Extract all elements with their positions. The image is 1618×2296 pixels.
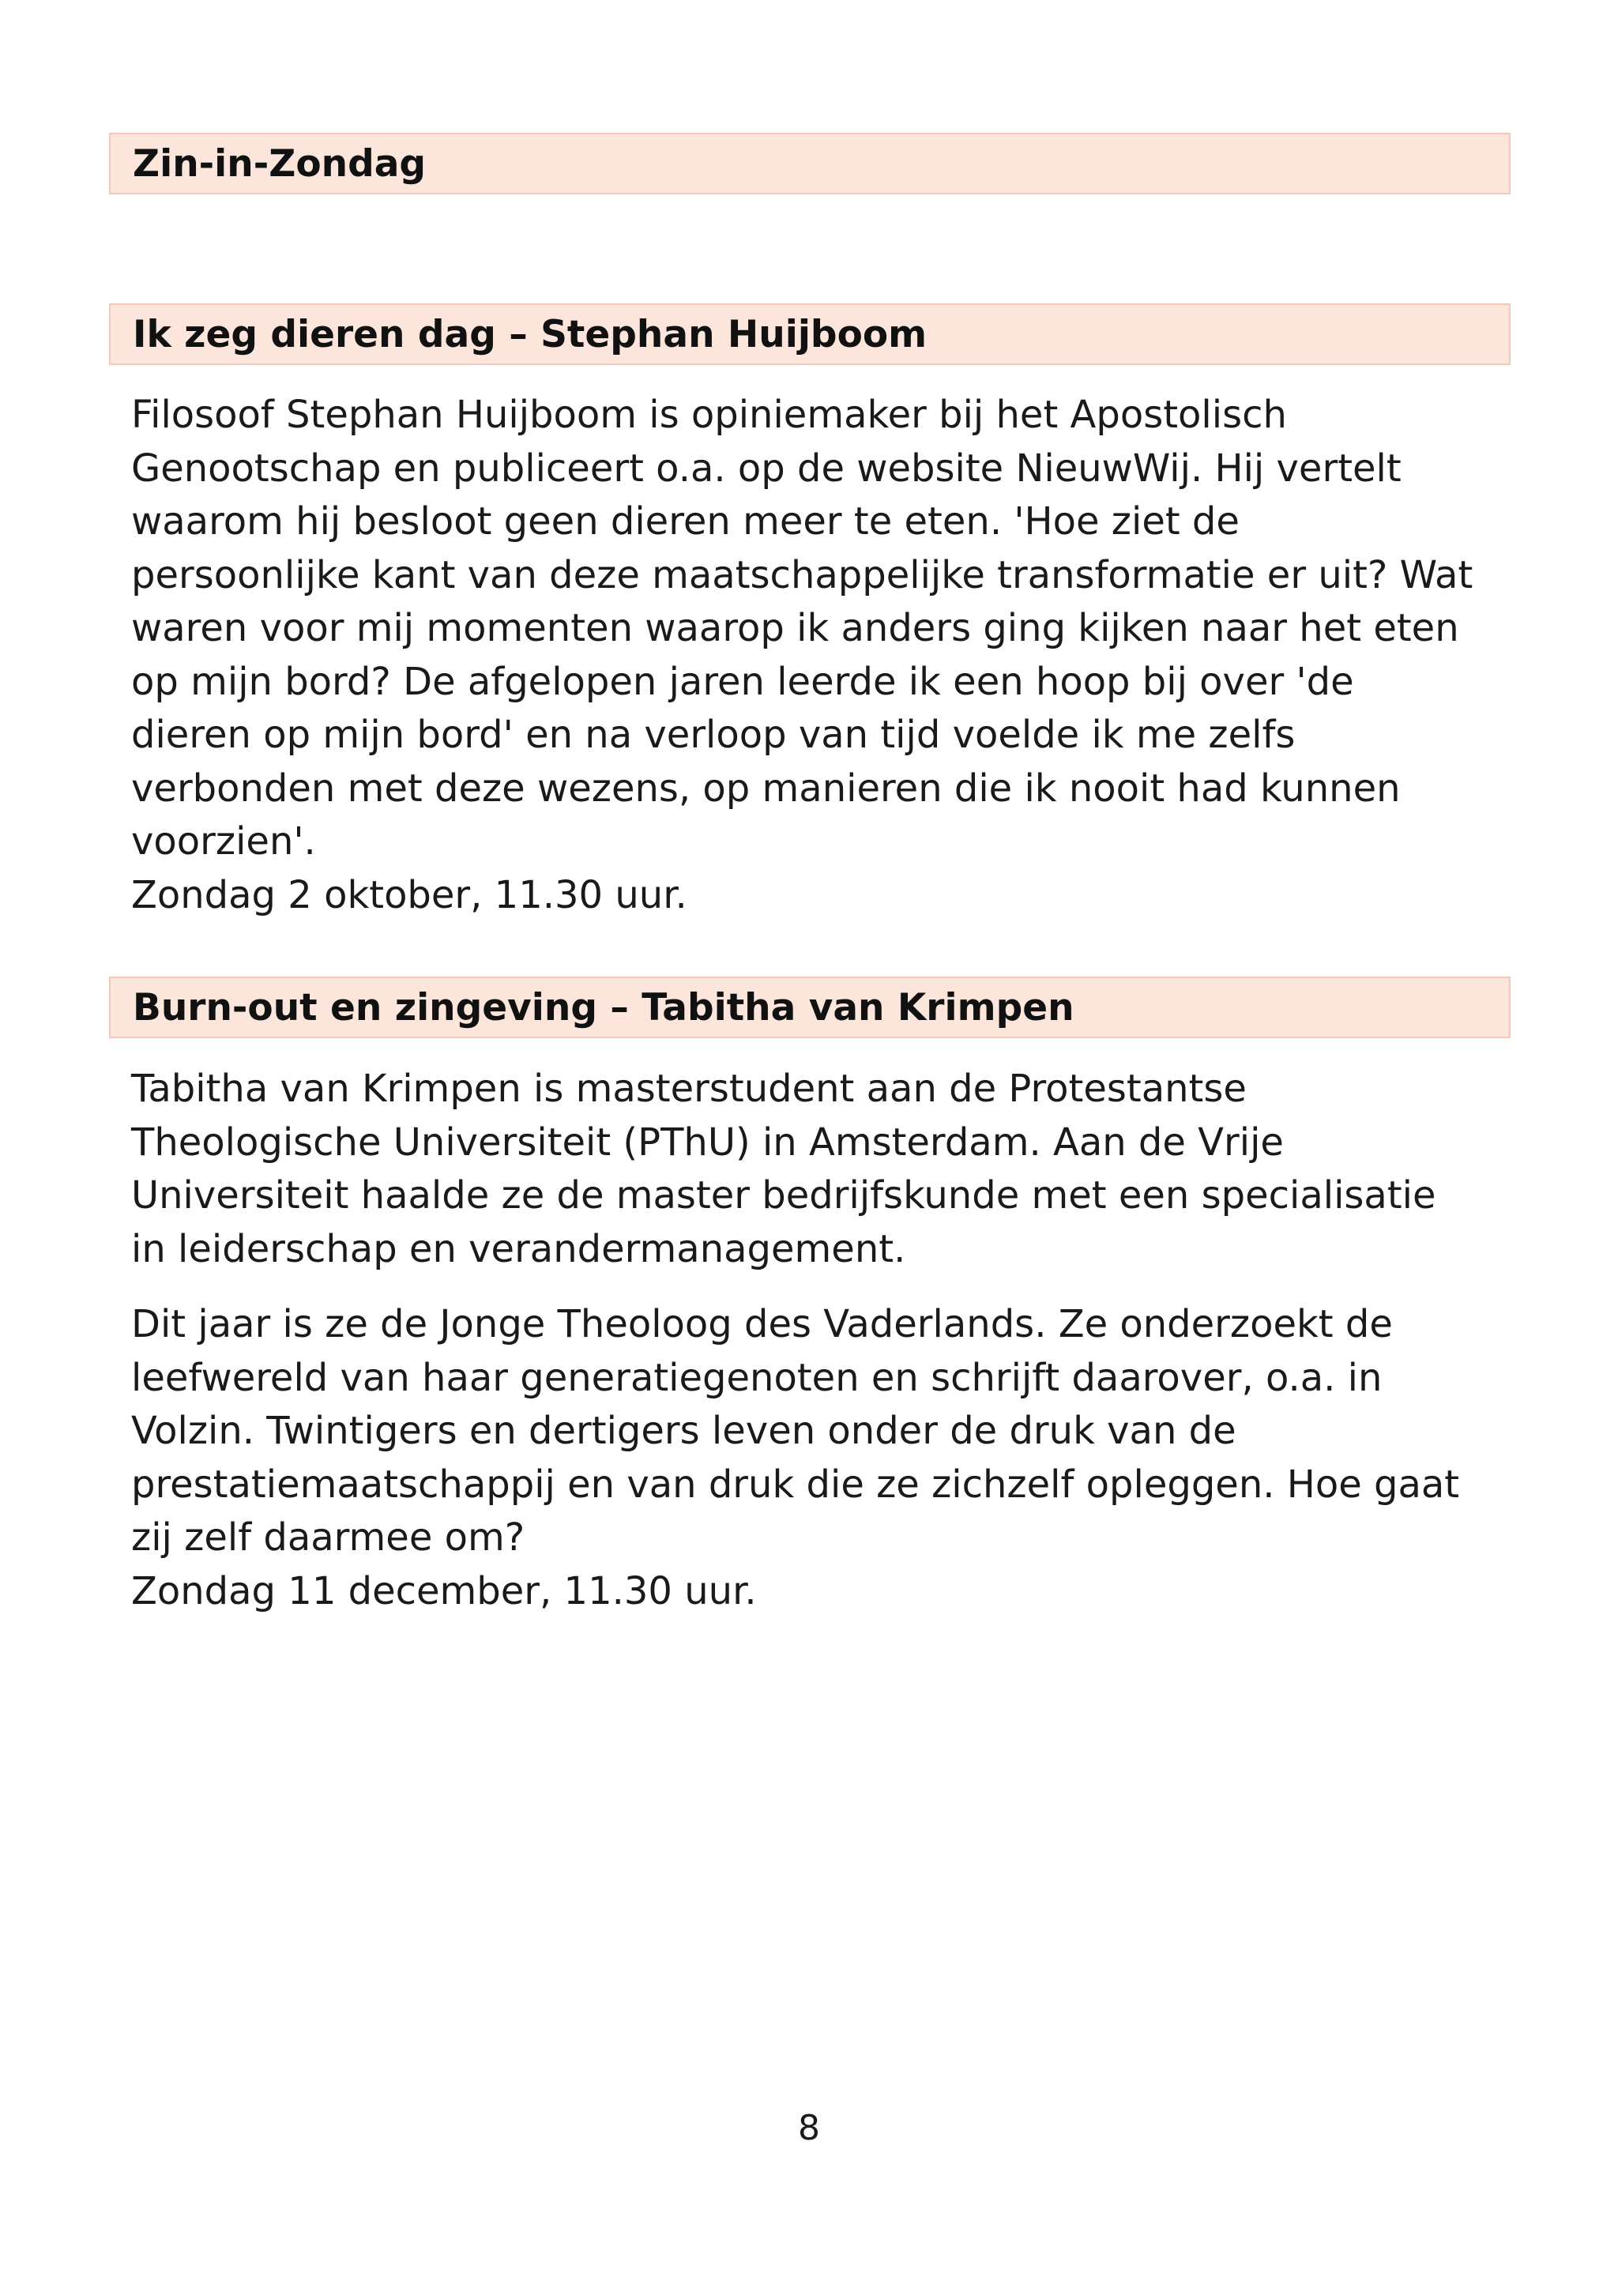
section-heading-bar — [109, 977, 1511, 1038]
event-date: Zondag 2 oktober, 11.30 uur. — [131, 872, 687, 917]
page-title: Zin-in-Zondag — [133, 141, 427, 186]
paragraph-line: op mijn bord? De afgelopen jaren leerde ik een hoop bij over 'de — [131, 659, 1354, 704]
paragraph-line: persoonlijke kant van deze maatschappelijke transformatie er uit? Wat — [131, 552, 1473, 597]
paragraph-line: leefwereld van haar generatiegenoten en schrijft daarover, o.a. in — [131, 1355, 1383, 1400]
paragraph-line: waarom hij besloot geen dieren meer te eten. 'Hoe ziet de — [131, 499, 1240, 544]
section-heading-bar — [109, 303, 1511, 365]
paragraph-line: Genootschap en publiceert o.a. op de website NieuwWij. Hij vertelt — [131, 446, 1402, 491]
paragraph-line: Universiteit haalde ze de master bedrijfskunde met een specialisatie — [131, 1173, 1436, 1218]
event-date: Zondag 11 december, 11.30 uur. — [131, 1568, 757, 1613]
paragraph-line: zij zelf daarmee om? — [131, 1515, 525, 1560]
paragraph-line: voorzien'. — [131, 819, 316, 864]
section-paragraph — [131, 389, 1522, 922]
section-heading: Ik zeg dieren dag – Stephan Huijboom — [133, 312, 928, 356]
paragraph-line: Volzin. Twintigers en dertigers leven onder de druk van de — [131, 1409, 1236, 1453]
section-heading: Burn-out en zingeving – Tabitha van Krimpen — [133, 985, 1074, 1029]
section-paragraph — [131, 1063, 1522, 1276]
paragraph-line: Tabitha van Krimpen is masterstudent aan de Protestantse — [131, 1067, 1247, 1111]
paragraph-line: Filosoof Stephan Huijboom is opiniemaker bij het Apostolisch — [131, 393, 1287, 437]
page-title-bar — [109, 133, 1511, 194]
page-number: 8 — [798, 2108, 820, 2148]
section-paragraph — [131, 1298, 1522, 1618]
paragraph-line: waren voor mij momenten waarop ik anders ging kijken naar het eten — [131, 606, 1459, 650]
paragraph-line: prestatiemaatschappij en van druk die ze zichzelf opleggen. Hoe gaat — [131, 1462, 1460, 1507]
paragraph-line: Dit jaar is ze de Jonge Theoloog des Vaderlands. Ze onderzoekt de — [131, 1302, 1393, 1346]
paragraph-line: in leiderschap en verandermanagement. — [131, 1226, 906, 1271]
paragraph-line: verbonden met deze wezens, op manieren die ik nooit had kunnen — [131, 766, 1401, 811]
paragraph-line: dieren op mijn bord' en na verloop van tijd voelde ik me zelfs — [131, 713, 1296, 757]
paragraph-line: Theologische Universiteit (PThU) in Amsterdam. Aan de Vrije — [131, 1120, 1284, 1165]
